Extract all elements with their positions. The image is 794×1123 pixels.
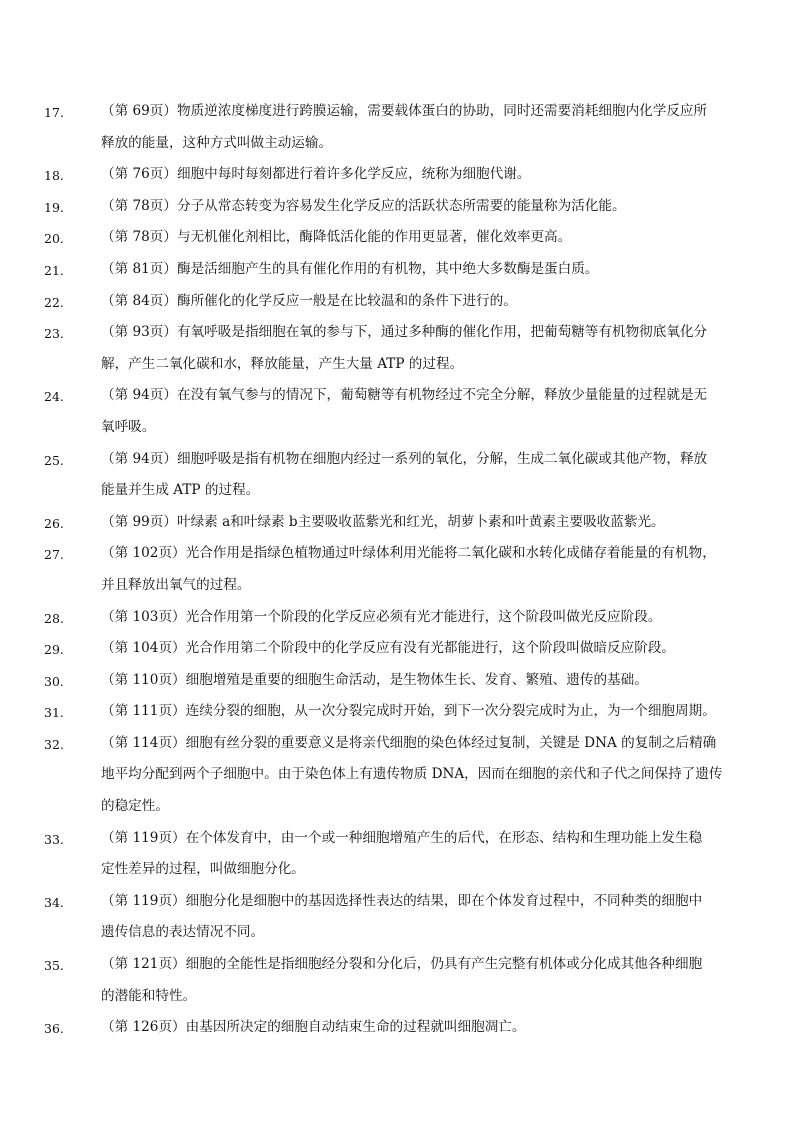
item-number: 30. (44, 673, 64, 689)
item-text: （第 94页）在没有氧气参与的情况下，葡萄糖等有机物经过不完全分解，释放少量能量的过程就是无 (101, 387, 708, 404)
list-item (0, 538, 794, 601)
item-text: 的稳定性。 (101, 798, 169, 815)
list-item (0, 728, 794, 823)
item-continuation-line (0, 570, 794, 602)
item-text: 并且释放出氧气的过程。 (101, 576, 251, 593)
item-first-line (0, 602, 794, 634)
item-text: （第 114页）细胞有丝分裂的重要意义是将亲代细胞的染色体经过复制，关键是 DNA 的复制之后精确 (101, 734, 717, 751)
item-first-line (0, 696, 794, 728)
item-text: （第 119页）细胞分化是细胞中的基因选择性表达的结果，即在个体发育过程中，不同种类的细胞中 (101, 892, 703, 909)
item-continuation-line (0, 854, 794, 886)
item-number: 22. (44, 294, 64, 310)
list-item (0, 317, 794, 380)
item-continuation-line (0, 128, 794, 160)
item-text: （第 111页）连续分裂的细胞，从一次分裂完成时开始，到下一次分裂完成时为止，为一个细胞周期。 (101, 703, 716, 720)
list-item (0, 286, 794, 318)
list-item (0, 1012, 794, 1044)
item-first-line (0, 159, 794, 191)
item-text: （第 102页）光合作用是指绿色植物通过叶绿体利用光能将二氧化碳和水转化成储存着能量的有机物， (101, 545, 716, 562)
item-number: 17. (44, 105, 64, 120)
item-text: （第 69页）物质逆浓度梯度进行跨膜运输，需要载体蛋白的协助，同时还需要消耗细胞内化学反应所 (101, 103, 708, 119)
item-number: 21. (44, 262, 64, 278)
item-text: 能量并生成 ATP 的过程。 (101, 482, 260, 499)
item-number: 23. (44, 326, 64, 342)
item-number: 35. (44, 958, 64, 974)
item-number: 18. (44, 168, 64, 184)
list-item (0, 665, 794, 697)
item-number: 31. (44, 705, 64, 721)
item-text: 的潜能和特性。 (101, 987, 197, 1004)
list-item (0, 602, 794, 634)
item-first-line (0, 191, 794, 223)
item-continuation-line (0, 981, 794, 1013)
item-text: （第 103页）光合作用第一个阶段的化学反应必须有光才能进行，这个阶段叫做光反应阶段。 (101, 608, 662, 625)
item-first-line (0, 507, 794, 539)
item-text: （第 94页）细胞呼吸是指有机物在细胞内经过一系列的氧化，分解，生成二氧化碳或其他产物，释放 (101, 450, 708, 467)
list-item (0, 222, 794, 254)
item-text: （第 119页）在个体发育中，由一个或一种细胞增殖产生的后代，在形态、结构和生理功能上发生稳 (101, 829, 703, 846)
item-text: 释放的能量，这种方式叫做主动运输。 (101, 134, 333, 151)
item-text: （第 78页）分子从常态转变为容易发生化学反应的活跃状态所需要的能量称为活化能。 (101, 197, 626, 214)
item-first-line (0, 380, 794, 412)
item-number: 34. (44, 894, 64, 910)
list-item (0, 823, 794, 886)
item-text: （第 104页）光合作用第二个阶段中的化学反应有没有光都能进行，这个阶段叫做暗反应阶段。 (101, 640, 676, 657)
item-text: 解，产生二氧化碳和水，释放能量，产生大量 ATP 的过程。 (101, 355, 464, 372)
list-item (0, 696, 794, 728)
item-first-line (0, 444, 794, 476)
item-first-line (0, 286, 794, 318)
item-text: 地平均分配到两个子细胞中。由于染色体上有遗传物质 DNA，因而在细胞的亲代和子代之间保持了遗传 (101, 766, 723, 783)
item-first-line (0, 317, 794, 349)
item-continuation-line (0, 759, 794, 791)
item-continuation-line (0, 412, 794, 444)
item-first-line (0, 222, 794, 254)
item-continuation-line (0, 791, 794, 823)
item-first-line (0, 665, 794, 697)
list-item (0, 96, 794, 159)
item-text: （第 126页）由基因所决定的细胞自动结束生命的过程就叫细胞凋亡。 (101, 1019, 526, 1036)
list-item (0, 159, 794, 191)
item-text: （第 81页）酶是活细胞产生的具有催化作用的有机物，其中绝大多数酶是蛋白质。 (101, 260, 599, 277)
list-item (0, 254, 794, 286)
item-continuation-line (0, 917, 794, 949)
item-text: （第 110页）细胞增殖是重要的细胞生命活动，是生物体生长、发育、繁殖、遗传的基础。 (101, 671, 648, 688)
item-text: 定性差异的过程，叫做细胞分化。 (101, 861, 305, 878)
item-number: 33. (44, 831, 64, 847)
item-first-line (0, 254, 794, 286)
list-item (0, 886, 794, 949)
item-first-line (0, 633, 794, 665)
list-item (0, 380, 794, 443)
numbered-list (0, 96, 794, 1044)
item-first-line (0, 949, 794, 981)
item-number: 28. (44, 610, 64, 626)
item-first-line (0, 96, 794, 128)
item-text: （第 121页）细胞的全能性是指细胞经分裂和分化后，仍具有产生完整有机体或分化成其他各种细胞 (101, 956, 703, 973)
item-text: 遗传信息的表达情况不同。 (101, 924, 265, 941)
item-number: 29. (44, 642, 64, 658)
item-number: 27. (44, 547, 64, 563)
list-item (0, 633, 794, 665)
item-number: 19. (44, 199, 64, 215)
item-first-line (0, 1012, 794, 1044)
item-text: （第 76页）细胞中每时每刻都进行着许多化学反应，统称为细胞代谢。 (101, 166, 531, 183)
item-continuation-line (0, 349, 794, 381)
item-number: 24. (44, 389, 64, 405)
item-text: （第 84页）酶所催化的化学反应一般是在比较温和的条件下进行的。 (101, 292, 517, 309)
item-number: 25. (44, 452, 64, 468)
item-first-line (0, 538, 794, 570)
item-number: 36. (44, 1021, 64, 1037)
item-first-line (0, 823, 794, 855)
list-item (0, 444, 794, 507)
item-first-line (0, 728, 794, 760)
item-text: （第 99页）叶绿素 a和叶绿素 b主要吸收蓝紫光和红光，胡萝卜素和叶黄素主要吸收蓝紫光。 (101, 513, 665, 530)
item-text: （第 78页）与无机催化剂相比，酶降低活化能的作用更显著，催化效率更高。 (101, 229, 572, 246)
item-first-line (0, 886, 794, 918)
item-text: 氧呼吸。 (101, 418, 156, 435)
item-text: （第 93页）有氧呼吸是指细胞在氧的参与下，通过多种酶的催化作用，把葡萄糖等有机物彻底氧化分 (101, 324, 708, 341)
list-item (0, 191, 794, 223)
item-number: 26. (44, 515, 64, 531)
item-continuation-line (0, 475, 794, 507)
list-item (0, 949, 794, 1012)
item-number: 32. (44, 736, 64, 752)
item-number: 20. (44, 231, 64, 247)
list-item (0, 507, 794, 539)
